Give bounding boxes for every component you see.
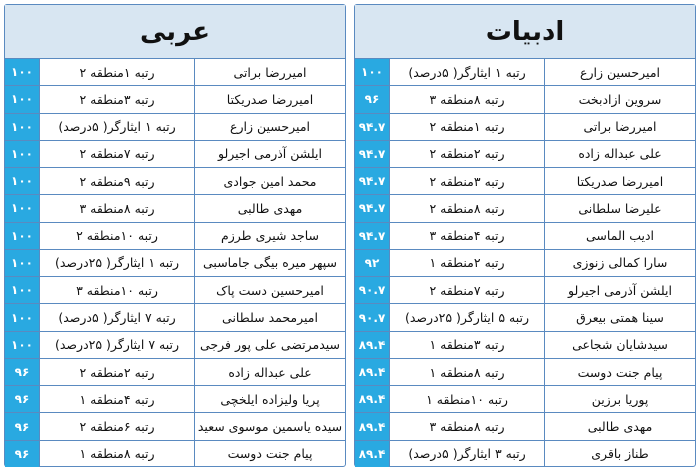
student-name: علیرضا سلطانی <box>544 195 695 221</box>
student-name: پیام جنت دوست <box>194 441 345 467</box>
student-rank: رتبه ۱ ایثارگر( ۵درصد) <box>39 114 194 140</box>
student-rank: رتبه ۱۰منطقه ۱ <box>389 386 544 412</box>
student-name: سیده یاسمین موسوی سعید <box>194 413 345 439</box>
student-name: سروین ازادبخت <box>544 86 695 112</box>
student-score: ۹۴.۷ <box>355 195 389 221</box>
student-score: ۹۶ <box>355 86 389 112</box>
table-row <box>355 195 695 222</box>
table-row <box>5 195 345 222</box>
student-rank: رتبه ۸منطقه ۱ <box>389 359 544 385</box>
table-row <box>5 114 345 141</box>
arabic-table-title: عربی <box>5 5 345 59</box>
student-rank: رتبه ۸منطقه ۳ <box>389 413 544 439</box>
student-score: ۹۶ <box>5 441 39 467</box>
table-row <box>355 59 695 86</box>
table-row <box>5 304 345 331</box>
table-row <box>5 223 345 250</box>
literature-results-table <box>354 4 696 467</box>
student-rank: رتبه ۱۰منطقه ۳ <box>39 277 194 303</box>
student-name: سیدشایان شجاعی <box>544 332 695 358</box>
student-rank: رتبه ۲منطقه ۱ <box>389 250 544 276</box>
table-row <box>5 332 345 359</box>
student-rank: رتبه ۳منطقه ۲ <box>39 86 194 112</box>
student-name: امیررضا صدریکتا <box>544 168 695 194</box>
student-score: ۸۹.۴ <box>355 332 389 358</box>
table-row <box>5 250 345 277</box>
student-rank: رتبه ۷منطقه ۲ <box>39 141 194 167</box>
table-row <box>5 359 345 386</box>
student-name: مهدی طالبی <box>194 195 345 221</box>
table-row <box>5 168 345 195</box>
table-row <box>355 250 695 277</box>
table-row <box>5 441 345 467</box>
student-score: ۹۰.۷ <box>355 304 389 330</box>
student-rank: رتبه ۱۰منطقه ۲ <box>39 223 194 249</box>
student-score: ۹۴.۷ <box>355 141 389 167</box>
student-name: سپهر میره بیگی جاماسبی <box>194 250 345 276</box>
student-score: ۹۶ <box>5 359 39 385</box>
student-score: ۹۲ <box>355 250 389 276</box>
student-name: پریا ولیزاده ایلخچی <box>194 386 345 412</box>
student-name: سارا کمالی زنوزی <box>544 250 695 276</box>
student-score: ۹۰.۷ <box>355 277 389 303</box>
arabic-table-rows <box>5 59 345 467</box>
student-rank: رتبه ۸منطقه ۳ <box>389 86 544 112</box>
table-row <box>5 386 345 413</box>
student-rank: رتبه ۸منطقه ۲ <box>389 195 544 221</box>
literature-table-rows <box>355 59 695 467</box>
table-row <box>355 114 695 141</box>
student-rank: رتبه ۹منطقه ۲ <box>39 168 194 194</box>
student-score: ۱۰۰ <box>355 59 389 85</box>
table-row <box>355 223 695 250</box>
table-row <box>355 359 695 386</box>
student-rank: رتبه ۷منطقه ۲ <box>389 277 544 303</box>
student-rank: رتبه ۴منطقه ۱ <box>39 386 194 412</box>
table-row <box>355 277 695 304</box>
table-row <box>5 413 345 440</box>
student-score: ۸۹.۴ <box>355 386 389 412</box>
student-score: ۱۰۰ <box>5 332 39 358</box>
student-score: ۱۰۰ <box>5 59 39 85</box>
student-score: ۱۰۰ <box>5 195 39 221</box>
student-rank: رتبه ۳ ایثارگر( ۵درصد) <box>389 441 544 467</box>
student-name: ایلشن آذرمی اجیرلو <box>194 141 345 167</box>
student-score: ۱۰۰ <box>5 86 39 112</box>
student-rank: رتبه ۲منطقه ۲ <box>389 141 544 167</box>
table-row <box>355 304 695 331</box>
student-score: ۹۴.۷ <box>355 223 389 249</box>
table-row <box>5 277 345 304</box>
student-score: ۱۰۰ <box>5 168 39 194</box>
student-rank: رتبه ۸منطقه ۳ <box>39 195 194 221</box>
student-name: امیررضا صدریکتا <box>194 86 345 112</box>
student-name: طناز باقری <box>544 441 695 467</box>
student-name: امیرحسین زارع <box>194 114 345 140</box>
student-rank: رتبه ۵ ایثارگر( ۲۵درصد) <box>389 304 544 330</box>
table-row <box>355 413 695 440</box>
student-name: امیررضا براتی <box>544 114 695 140</box>
student-name: پوریا برزین <box>544 386 695 412</box>
student-name: محمد امین جوادی <box>194 168 345 194</box>
table-row <box>355 441 695 467</box>
student-name: امیررضا براتی <box>194 59 345 85</box>
student-name: سینا همتی بیعرق <box>544 304 695 330</box>
table-row <box>5 59 345 86</box>
student-score: ۸۹.۴ <box>355 359 389 385</box>
student-name: علی عبداله زاده <box>194 359 345 385</box>
table-row <box>355 86 695 113</box>
student-rank: رتبه ۷ ایثارگر( ۲۵درصد) <box>39 332 194 358</box>
student-name: امیرحسین دست پاک <box>194 277 345 303</box>
student-rank: رتبه ۷ ایثارگر( ۵درصد) <box>39 304 194 330</box>
student-rank: رتبه ۶منطقه ۲ <box>39 413 194 439</box>
student-score: ۱۰۰ <box>5 304 39 330</box>
student-score: ۱۰۰ <box>5 223 39 249</box>
table-row <box>5 141 345 168</box>
table-row <box>355 141 695 168</box>
student-name: امیرحسین زارع <box>544 59 695 85</box>
student-name: سیدمرتضی علی پور فرجی <box>194 332 345 358</box>
student-rank: رتبه ۳منطقه ۱ <box>389 332 544 358</box>
student-name: علی عبداله زاده <box>544 141 695 167</box>
student-rank: رتبه ۸منطقه ۱ <box>39 441 194 467</box>
student-name: ساجد شیری طرزم <box>194 223 345 249</box>
student-score: ۱۰۰ <box>5 114 39 140</box>
student-score: ۹۴.۷ <box>355 114 389 140</box>
student-name: ادیب الماسی <box>544 223 695 249</box>
table-row <box>5 86 345 113</box>
student-rank: رتبه ۱منطقه ۲ <box>39 59 194 85</box>
student-score: ۹۴.۷ <box>355 168 389 194</box>
table-row <box>355 332 695 359</box>
student-name: مهدی طالبی <box>544 413 695 439</box>
student-score: ۸۹.۴ <box>355 441 389 467</box>
table-row <box>355 168 695 195</box>
literature-table-title: ادبیات <box>355 5 695 59</box>
arabic-results-table <box>4 4 346 467</box>
student-rank: رتبه ۱منطقه ۲ <box>389 114 544 140</box>
student-rank: رتبه ۲منطقه ۲ <box>39 359 194 385</box>
student-score: ۹۶ <box>5 386 39 412</box>
student-score: ۱۰۰ <box>5 277 39 303</box>
student-name: امیرمحمد سلطانی <box>194 304 345 330</box>
table-row <box>355 386 695 413</box>
student-name: ایلشن آذرمی اجیرلو <box>544 277 695 303</box>
student-rank: رتبه ۳منطقه ۲ <box>389 168 544 194</box>
student-rank: رتبه ۱ ایثارگر( ۲۵درصد) <box>39 250 194 276</box>
student-score: ۸۹.۴ <box>355 413 389 439</box>
student-score: ۱۰۰ <box>5 250 39 276</box>
student-rank: رتبه ۴منطقه ۳ <box>389 223 544 249</box>
student-name: پیام جنت دوست <box>544 359 695 385</box>
student-score: ۹۶ <box>5 413 39 439</box>
student-rank: رتبه ۱ ایثارگر( ۵درصد) <box>389 59 544 85</box>
student-score: ۱۰۰ <box>5 141 39 167</box>
